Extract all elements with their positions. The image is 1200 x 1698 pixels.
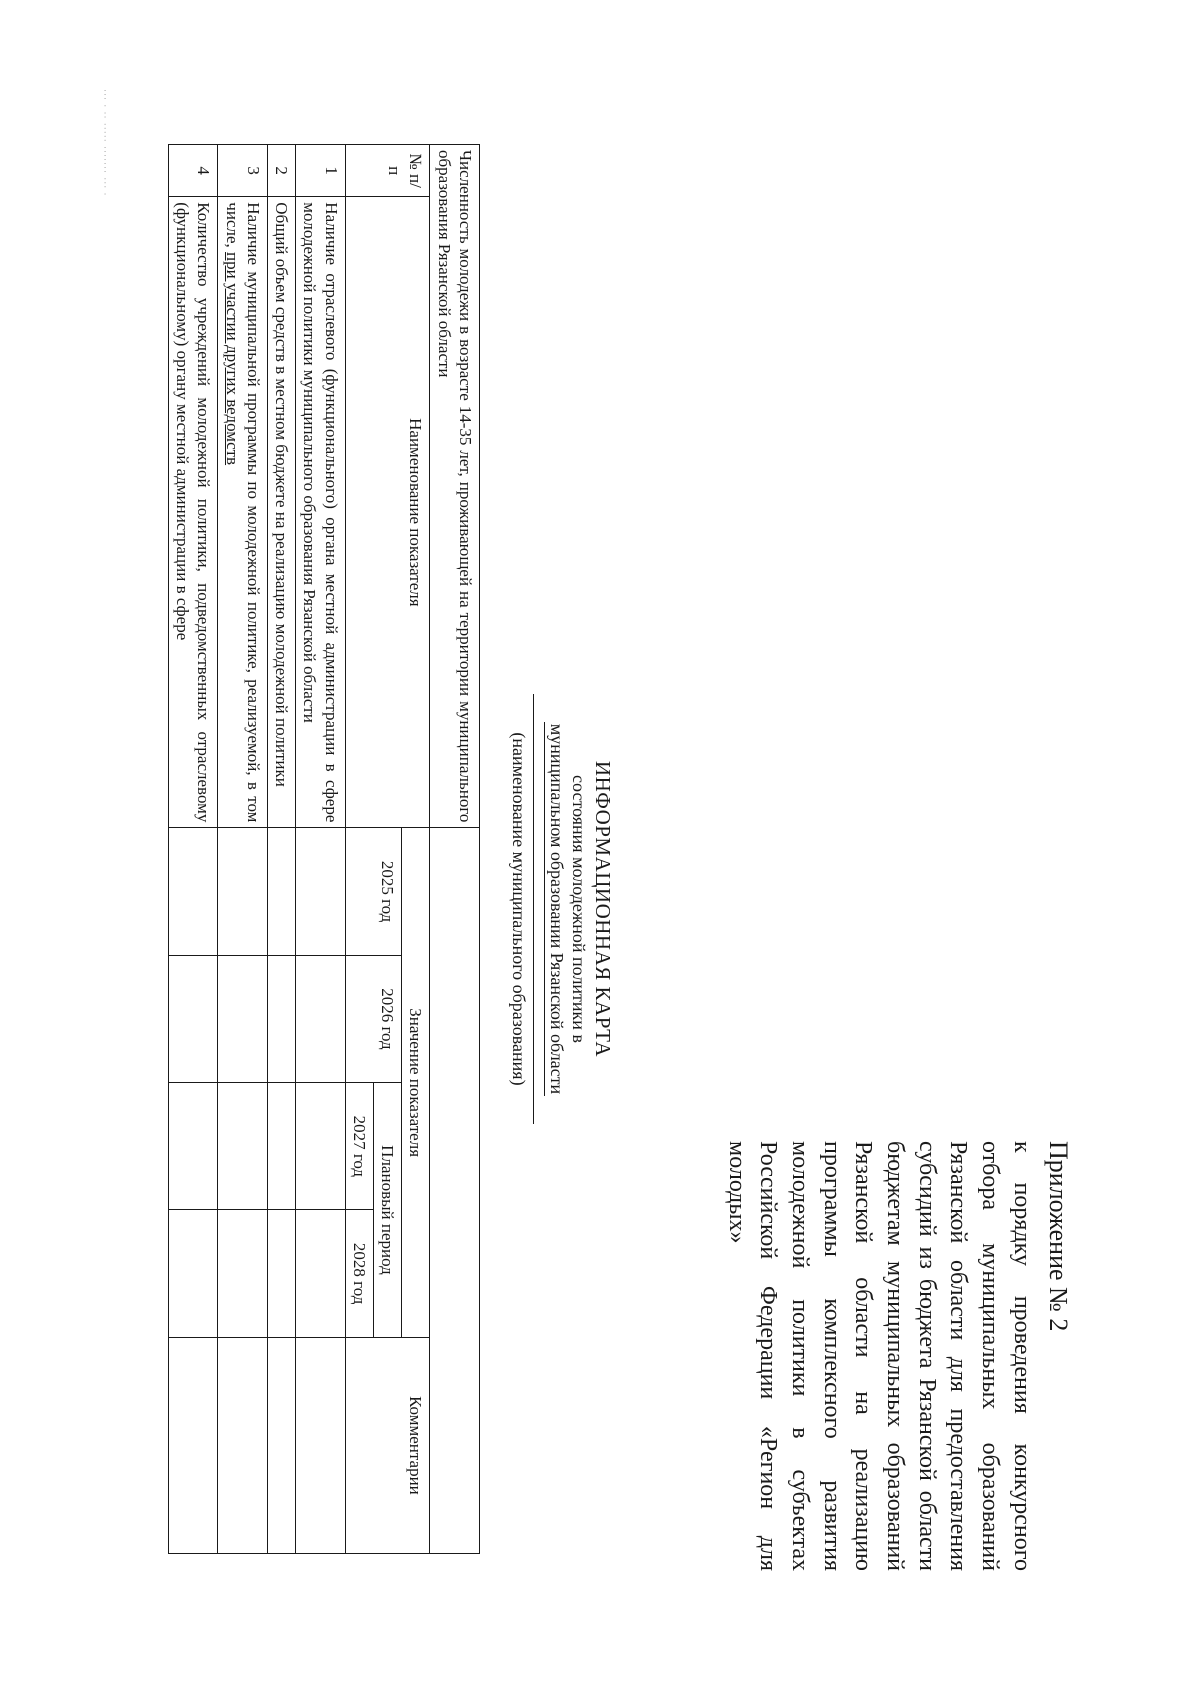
header-comments: Комментарии [345,1337,430,1553]
header-num: № п/п [345,145,430,197]
row-indicator-name-underlined: при участии других ведомств [222,252,242,466]
info-table [168,144,480,1554]
cell-comments [169,1337,219,1553]
header-year-2028: 2028 год [345,1210,373,1337]
document-sheet [80,69,1120,1629]
header-name: Наименование показателя [345,197,430,828]
table-row [296,145,346,1554]
cell-2028 [268,1210,296,1337]
cell-2027 [218,1083,268,1210]
municipality-name-caption: (наименование муниципального образования) [508,694,535,1124]
appendix-title: Приложение № 2 [1044,1141,1073,1332]
population-row [430,145,480,1554]
row-number: 4 [169,145,219,197]
row-number: 2 [268,145,296,197]
table-row [169,145,219,1554]
card-subtitle-line2: муниципальном образовании Рязанской области [544,722,567,1096]
row-number: 3 [218,145,268,197]
cell-2025 [296,828,346,955]
population-value-cell [430,828,480,1554]
cell-2027 [169,1083,219,1210]
cell-2028 [218,1210,268,1337]
header-year-2026: 2026 год [345,955,402,1082]
population-label: Численность молодежи в возрасте 14-35 лет, проживающей на территории муниципального образования Рязанской области [430,145,480,828]
card-title: ИНФОРМАЦИОННАЯ КАРТА [591,760,615,1058]
cell-2026 [268,955,296,1082]
cell-2026 [169,955,219,1082]
cell-comments [268,1337,296,1553]
row-indicator-name: Общий объем средств в местном бюджете на реализацию молодежной политики [268,197,296,828]
cell-2025 [218,828,268,955]
header-year-2025: 2025 год [345,828,402,955]
card-subtitle-line1: состояния молодежной политики в [569,775,590,1043]
row-indicator-name-main: Наличие муниципальной программы по молодежной политике, реализуемой, в том числе, [222,202,263,823]
table-row [268,145,296,1554]
row-indicator-name [218,197,268,828]
cell-2025 [268,828,296,955]
appendix-text: к порядку проведения конкурсного отбора муниципальных образований Рязанской области для предоставления субсидий из бюджета Рязанской области бюджетам муниципальных образований Рязанской области на реализацию программы комплексного развития молодежной политики в субъектах Российской Федерации «Регион для молодых» [723,1141,1035,1571]
row-indicator-name: Наличие отраслевого (функционального) органа местной администрации в сфере молодежной политики муниципального образования Рязанской области [296,197,346,828]
header-value-group: Значение показателя [402,828,430,1337]
cell-2027 [268,1083,296,1210]
card-heading [508,629,615,1189]
row-indicator-name: Количество учреждений молодежной политики, подведомственных отраслевому (функциональному) органу местной администрации в сфере [169,197,219,828]
header-year-2027: 2027 год [345,1083,373,1210]
appendix-block [720,1141,1075,1571]
table-row [218,145,268,1554]
cell-comments [296,1337,346,1553]
header-planning-period: Плановый период [374,1083,402,1338]
cell-2027 [296,1083,346,1210]
cell-2026 [218,955,268,1082]
cell-2028 [169,1210,219,1337]
cell-2028 [296,1210,346,1337]
scan-noise: ··· · ·· ····· ······· ··· · [100,89,110,197]
cell-2025 [169,828,219,955]
header-row-1 [402,145,430,1554]
cell-comments [218,1337,268,1553]
row-number: 1 [296,145,346,197]
cell-2026 [296,955,346,1082]
